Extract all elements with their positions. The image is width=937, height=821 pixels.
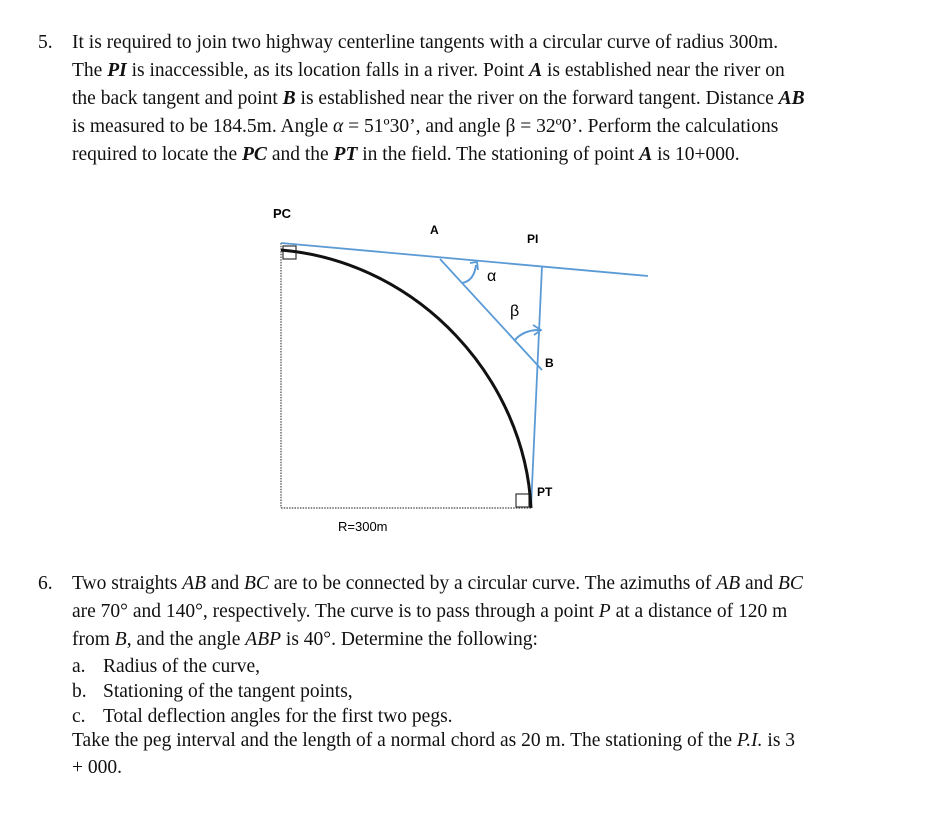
text-run: and [740, 573, 779, 594]
item-c-text: Total deflection angles for the first two pegs. [103, 706, 453, 727]
item-c-marker: c. [72, 706, 86, 727]
text-run: A [639, 144, 653, 165]
text-run: P [598, 601, 611, 622]
text-run: It is required to join two highway centerline tangents with a circular curve of radius 300m. [72, 32, 779, 53]
beta-angle-arc [514, 330, 539, 341]
text-run: Take the peg interval and the length of a normal chord as 20 m. The stationing of the [72, 730, 737, 751]
text-line [72, 598, 803, 626]
item-b-text: Stationing of the tangent points, [103, 681, 353, 702]
text-run: B [282, 88, 296, 109]
text-run: is inaccessible, as its location falls in a river. Point [126, 60, 530, 81]
item-a-text: Radius of the curve, [103, 656, 261, 677]
label-a: A [430, 223, 439, 237]
problem-5-number: 5. [38, 32, 53, 53]
text-run: Two straights [72, 573, 183, 594]
text-run: P.I. [736, 730, 763, 751]
label-b: B [545, 356, 554, 370]
text-run: BC [243, 573, 269, 594]
text-run: is 40°. Determine the following: [281, 629, 538, 650]
text-run: is established near the river on the forward tangent. Distance [295, 88, 779, 109]
label-pt: PT [537, 485, 553, 499]
item-b-marker: b. [72, 681, 87, 702]
alpha-arrowhead [470, 262, 478, 270]
text-run: AB [778, 88, 805, 109]
label-alpha: α [487, 268, 497, 285]
problem-6-item-c [72, 705, 453, 729]
text-run: is established near the river on [542, 60, 785, 81]
text-run: A [529, 60, 543, 81]
text-line [72, 727, 795, 754]
problem-6-item-a [72, 655, 261, 679]
label-beta: β [510, 303, 520, 320]
problem-6-number: 6. [38, 573, 53, 594]
text-line [72, 626, 803, 654]
problem-6-text [72, 570, 803, 654]
text-run: the back tangent and point [72, 88, 283, 109]
label-pi: PI [527, 232, 539, 246]
label-pc: PC [273, 206, 292, 221]
item-a-marker: a. [72, 656, 86, 677]
text-run: in the field. The stationing of point [357, 144, 640, 165]
text-run: is measured to be 184.5m. Angle [72, 116, 334, 137]
text-run: B [114, 629, 127, 650]
pt-right-angle-marker [516, 494, 529, 507]
text-run: are to be connected by a circular curve. The azimuths of [268, 573, 717, 594]
text-run: from [72, 629, 115, 650]
text-run: PT [333, 144, 358, 165]
text-run: at a distance of 120 m [610, 601, 788, 622]
alpha-angle-arc [462, 265, 476, 283]
text-run: required to locate the [72, 144, 243, 165]
text-run: = 51º30’, and angle β = 32º0’. Perform the calculations [343, 116, 779, 137]
text-line [72, 570, 803, 598]
text-run: BC [778, 573, 803, 594]
text-run: is 3 [762, 730, 796, 751]
text-run: ABP [245, 629, 282, 650]
text-run: AB [716, 573, 741, 594]
problem-6-item-b [72, 680, 353, 704]
text-run: is 10+000. [652, 144, 740, 165]
text-run: The [72, 60, 108, 81]
text-run: , and the angle [126, 629, 246, 650]
text-run: PI [107, 60, 127, 81]
text-run: are 70° and 140°, respectively. The curve is to pass through a point [72, 601, 599, 622]
text-run: and the [266, 144, 334, 165]
text-run: and [206, 573, 244, 594]
text-run: PC [242, 144, 267, 165]
problem-6-tail [72, 727, 795, 781]
text-run: AB [182, 573, 207, 594]
forward-tangent-line [531, 266, 542, 508]
text-run: α [333, 116, 344, 137]
text-run: + 000. [72, 757, 122, 778]
circular-curve [281, 250, 531, 508]
label-radius: R=300m [338, 519, 388, 534]
text-line [72, 754, 795, 781]
